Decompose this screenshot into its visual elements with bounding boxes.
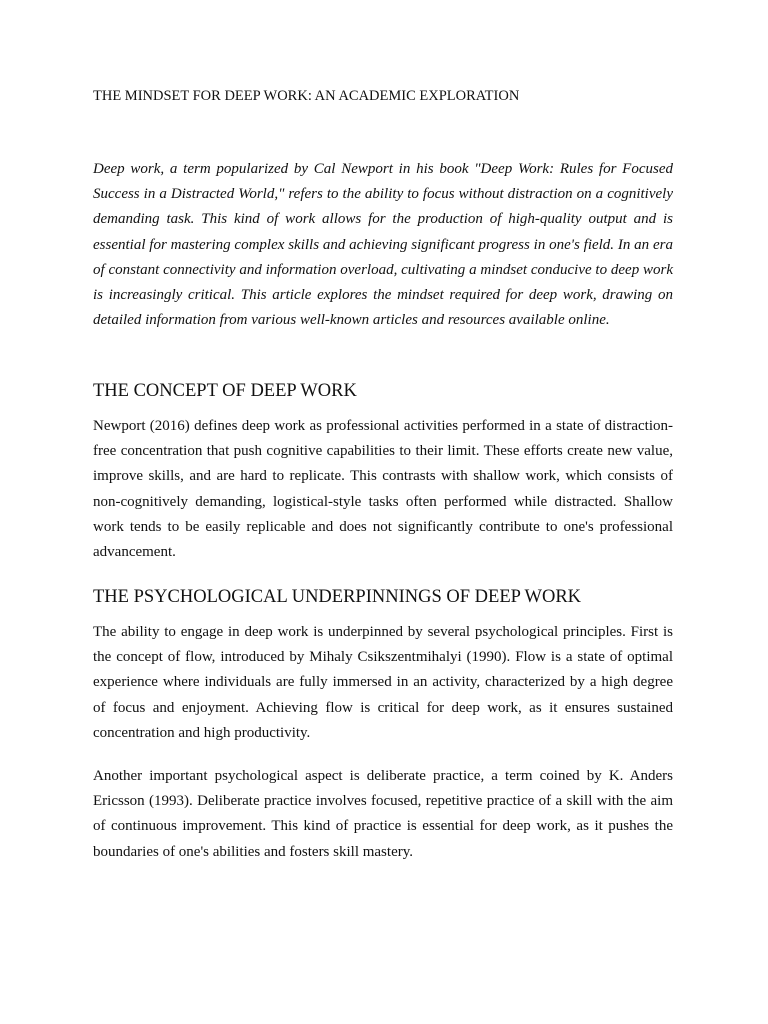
- section-paragraph-deliberate-practice: Another important psychological aspect is deliberate practice, a term coined by K. Anders Ericsson (1993). Deliberate practice involves focused, repetitive practice of a skill with the aim of continuous improvement. This kind of practice is essential for deep work, as it pushes the boundaries of one's abilities and fosters skill mastery.: [93, 768, 673, 860]
- section-heading-psychological: THE PSYCHOLOGICAL UNDERPINNINGS OF DEEP WORK: [93, 587, 582, 607]
- document-title: THE MINDSET FOR DEEP WORK: AN ACADEMIC EXPLORATION: [93, 88, 520, 104]
- section-paragraph-flow: The ability to engage in deep work is underpinned by several psychological principles. First is the concept of flow, introduced by Mihaly Csikszentmihalyi (1990). Flow is a state of optimal experience where individuals are fully immersed in an activity, characterized by a high degree of focus and enjoyment. Achieving flow is critical for deep work, as it ensures sustained concentration and high productivity.: [93, 624, 673, 741]
- intro-paragraph: Deep work, a term popularized by Cal Newport in his book "Deep Work: Rules for Focused Success in a Distracted World," refers to the ability to focus without distraction on a cognitively demanding task. This kind of work allows for the production of high-quality output and is essential for mastering complex skills and achieving significant progress in one's field. In an era of constant connectivity and information overload, cultivating a mindset conducive to deep work is increasingly critical. This article explores the mindset required for deep work, drawing on detailed information from various well-known articles and resources available online.: [93, 161, 673, 329]
- section-paragraph-concept: Newport (2016) defines deep work as professional activities performed in a state of distraction-free concentration that push cognitive capabilities to their limit. These efforts create new value, improve skills, and are hard to replicate. This contrasts with shallow work, which consists of non-cognitively demanding, logistical-style tasks often performed while distracted. Shallow work tends to be easily replicable and does not significantly contribute to one's professional advancement.: [93, 418, 673, 561]
- section-heading-concept: THE CONCEPT OF DEEP WORK: [93, 381, 357, 401]
